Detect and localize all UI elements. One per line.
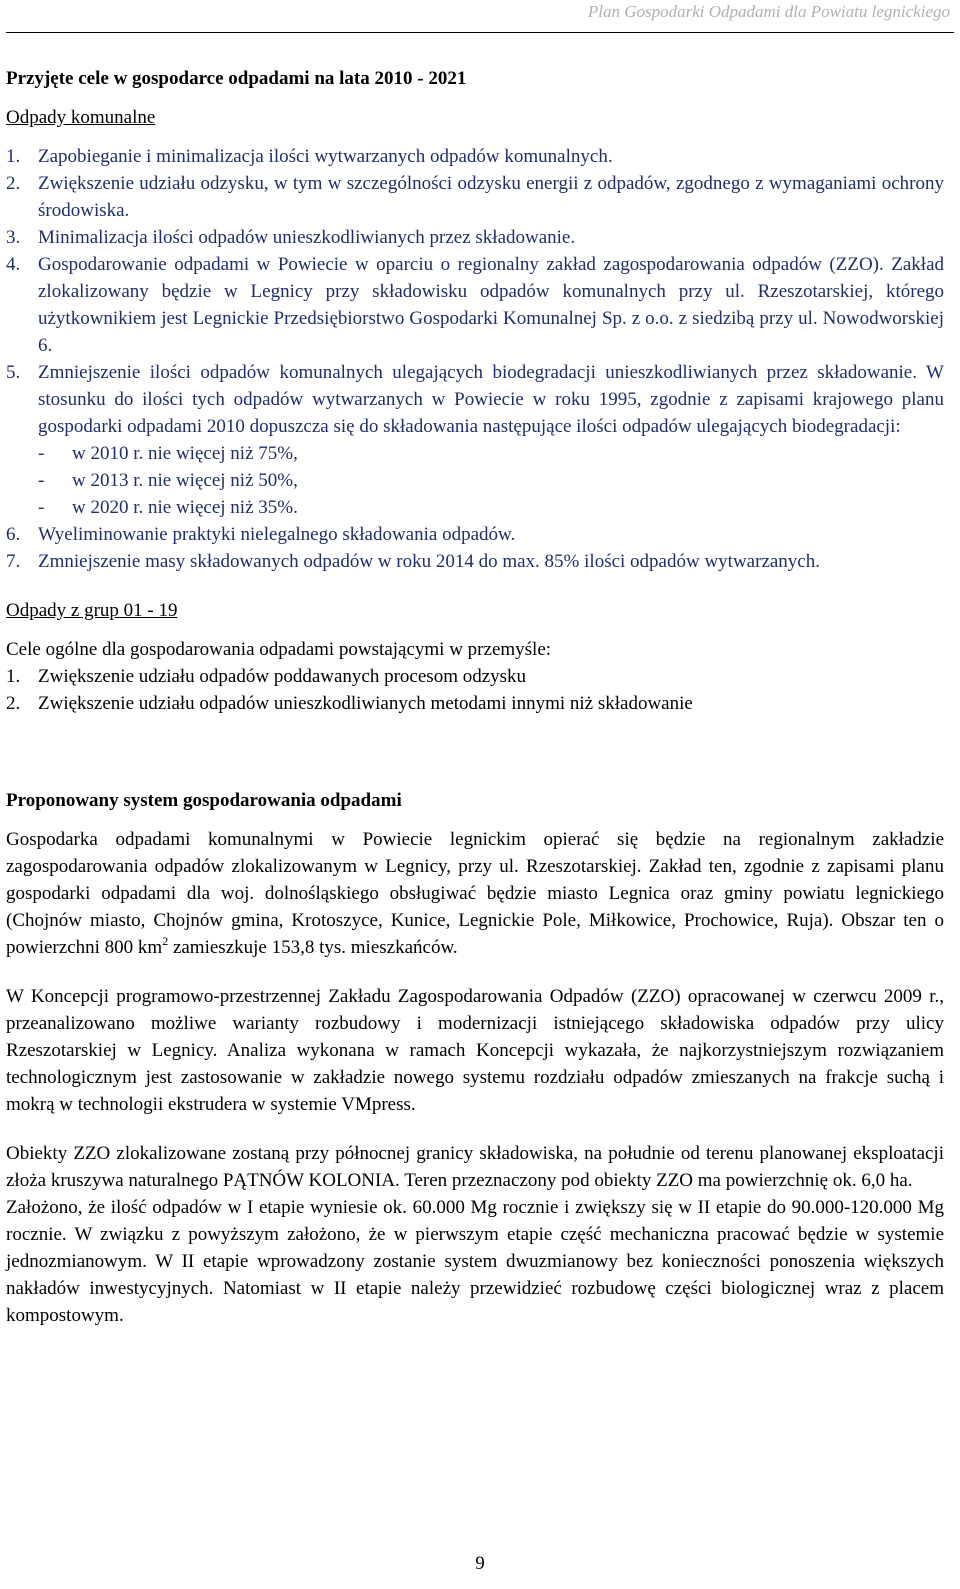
subtitle-industrial-waste: Odpady z grup 01 - 19 [6, 600, 178, 621]
list-item-number: 2. [6, 173, 21, 194]
list-item [6, 224, 944, 251]
industrial-goals-intro: Cele ogólne dla gospodarowania odpadami powstającymi w przemyśle: [6, 639, 552, 660]
list-item [6, 690, 944, 717]
list-item [6, 521, 944, 548]
list-item-text: Zwiększenie udziału odzysku, w tym w szczególności odzysku energii z odpadów, zgodnego z wymaganiami ochrony środowiska. [38, 173, 944, 221]
document-body [6, 65, 944, 1329]
list-item [6, 548, 944, 575]
list-item-number: 4. [6, 254, 21, 275]
list-item-text: Zwiększenie udziału odpadów poddawanych procesom odzysku [38, 666, 527, 687]
list-item-text: Zmniejszenie masy składowanych odpadów w roku 2014 do max. 85% ilości odpadów wytwarzanych. [38, 551, 820, 572]
list-item-number: 6. [6, 524, 21, 545]
page-number: 9 [475, 1553, 485, 1574]
paragraph-text: Gospodarka odpadami komunalnymi w Powiecie legnickim opierać się będzie na regionalnym zakładzie zagospodarowania odpadów zlokalizowanym w Legnicy, przy ul. Rzeszotarskiej. Zakład ten, zgodnie z zapisami planu gospodarki odpadami dla woj. dolnośląskiego obsługiwać będzie miasto Legnica oraz gminy powiatu legnickiego (Chojnów miasto, Chojnów gmina, Krotoszyce, Kunice, Legnickie Pole, Miłkowice, Prochowice, Ruja). Obszar ten o powierzchni 800 km [6, 829, 944, 958]
industrial-goals-list [6, 663, 944, 717]
biodegradable-limits-list [38, 440, 944, 521]
list-item [6, 359, 944, 521]
dash-marker: - [38, 443, 45, 464]
list-item-text: Wyeliminowanie praktyki nielegalnego składowania odpadów. [38, 524, 516, 545]
list-item-number: 1. [6, 666, 21, 687]
section-title-goals: Przyjęte cele w gospodarce odpadami na lata 2010 - 2021 [6, 68, 467, 89]
paragraph-system-intro [6, 826, 944, 961]
running-head: Plan Gospodarki Odpadami dla Powiatu legnickiego [587, 2, 950, 21]
list-item-number: 2. [6, 693, 21, 714]
list-item-number: 1. [6, 146, 21, 167]
list-item-text-content: Zmniejszenie ilości odpadów komunalnych ulegających biodegradacji unieszkodliwianych przez składowanie. W stosunku do ilości tych odpadów wytwarzanych w Powiecie w roku 1995, zgodnie z zapisami krajowego planu gospodarki odpadami 2010 dopuszcza się do składowania następujące ilości odpadów ulegających biodegradacji: [38, 362, 944, 437]
list-item-text: Zwiększenie udziału odpadów unieszkodliwianych metodami innymi niż składowanie [38, 693, 693, 714]
dash-item-text: w 2010 r. nie więcej niż 75%, [72, 443, 298, 464]
list-item-text: Zapobieganie i minimalizacja ilości wytwarzanych odpadów komunalnych. [38, 146, 613, 167]
section-title-system: Proponowany system gospodarowania odpadami [6, 790, 402, 811]
dash-item [6, 467, 944, 494]
header-rule [6, 32, 954, 33]
superscript-2: 2 [162, 934, 169, 948]
dash-item-text: w 2013 r. nie więcej niż 50%, [72, 470, 298, 491]
goals-list [6, 143, 944, 575]
list-item [6, 170, 944, 224]
dash-item [6, 440, 944, 467]
list-item-text: Minimalizacja ilości odpadów unieszkodliwianych przez składowanie. [38, 227, 576, 248]
paragraph-stages: Założono, że ilość odpadów w I etapie wyniesie ok. 60.000 Mg rocznie i zwiększy się w II etapie do 90.000-120.000 Mg rocznie. W związku z powyższym założono, że w pierwszym etapie część mechaniczna pracować będzie w systemie jednozmianowym. W II etapie wprowadzony zostanie system dwuzmianowy bez konieczności ponoszenia większych nakładów inwestycyjnych. Natomiast w II etapie należy przewidzieć rozbudowę części biologicznej wraz z placem kompostowym. [6, 1197, 944, 1326]
list-item-text: Gospodarowanie odpadami w Powiecie w oparciu o regionalny zakład zagospodarowania odpadów (ZZO). Zakład zlokalizowany będzie w Legnicy przy składowisku odpadów komunalnych przy ul. Rzeszotarskiej, którego użytkownikiem jest Legnickie Przedsiębiorstwo Gospodarki Komunalnej Sp. z o.o. z siedzibą przy ul. Nowodworskiej 6. [38, 254, 944, 356]
subtitle-municipal-waste: Odpady komunalne [6, 107, 156, 128]
paragraph-zzo-location: Obiekty ZZO zlokalizowane zostaną przy północnej granicy składowiska, na południe od terenu planowanej eksploatacji złoża kruszywa naturalnego PĄTNÓW KOLONIA. Teren przeznaczony pod obiekty ZZO ma powierzchnię ok. 6,0 ha. [6, 1143, 944, 1191]
list-item-number: 5. [6, 362, 21, 383]
dash-marker: - [38, 497, 45, 518]
dash-item [6, 494, 944, 521]
paragraph-text-tail: zamieszkuje 153,8 tys. mieszkańców. [168, 937, 458, 958]
list-item-number: 3. [6, 227, 21, 248]
paragraph-concept: W Koncepcji programowo-przestrzennej Zakładu Zagospodarowania Odpadów (ZZO) opracowanej w czerwcu 2009 r., przeanalizowano możliwe warianty rozbudowy i modernizacji istniejącego składowiska odpadów przy ulicy Rzeszotarskiej w Legnicy. Analiza wykonana w ramach Koncepcji wykazała, że najkorzystniejszym rozwiązaniem technologicznym jest zastosowanie w zakładzie nowego systemu rozdziału odpadów zmieszanych na frakcje suchą i mokrą w technologii ekstrudera w systemie VMpress. [6, 986, 944, 1115]
list-item [6, 251, 944, 359]
list-item [6, 663, 944, 690]
list-item [6, 143, 944, 170]
list-item-text [38, 359, 944, 521]
list-item-number: 7. [6, 551, 21, 572]
dash-item-text: w 2020 r. nie więcej niż 35%. [72, 497, 298, 518]
dash-marker: - [38, 470, 45, 491]
